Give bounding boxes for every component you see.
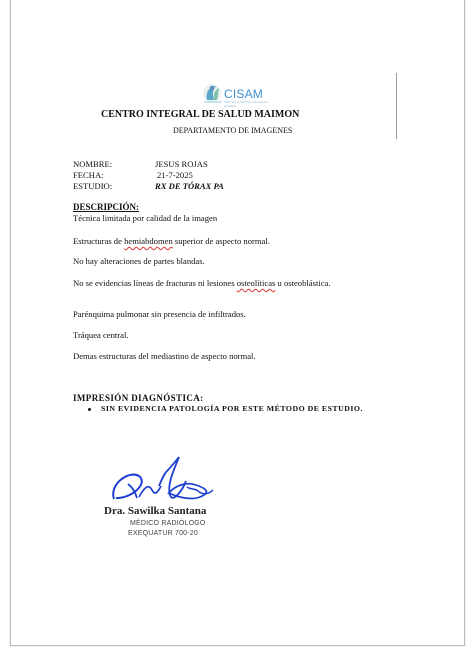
cisam-emblem-icon: [200, 80, 226, 108]
date-value: 21-7-2025: [157, 170, 193, 180]
paragraph-4-text-end: u osteoblástica.: [275, 278, 331, 288]
center-title: CENTRO INTEGRAL DE SALUD MAIMON: [101, 109, 300, 120]
study-value: RX DE TÓRAX PA: [155, 181, 224, 191]
signature-drawing: [104, 454, 224, 510]
name-label: NOMBRE:: [73, 159, 113, 169]
signature-role: MÉDICO RADIÓLOGO: [130, 520, 206, 527]
description-paragraph-1: Técnica limitada por calidad de la imagen: [73, 213, 218, 223]
logo-subtext: CENTRO INTEGRAL DE SALUD MAIMON: [224, 100, 269, 108]
handwritten-signature: [104, 454, 224, 510]
description-title: DESCRIPCIÓN:: [73, 202, 140, 212]
description-paragraph-2: [73, 236, 373, 246]
department-title: DEPARTAMENTO DE IMAGENES: [173, 126, 293, 135]
signature-name: Dra. Sawilka Santana: [104, 505, 207, 517]
paragraph-2-text-end: superior de aspecto normal.: [172, 236, 270, 246]
study-label: ESTUDIO:: [73, 181, 113, 191]
signature-exequatur: EXEQUATUR 700-20: [128, 530, 198, 537]
bullet-icon: [88, 408, 91, 411]
page-margin-line: [396, 73, 397, 139]
description-paragraph-6: Tráquea central.: [73, 330, 129, 340]
impression-title: IMPRESIÓN DIAGNÓSTICA:: [73, 393, 204, 403]
spellcheck-word-osteoliticas: osteolíticas: [236, 278, 276, 288]
paragraph-2-text-start: Estructuras de: [73, 236, 125, 246]
spellcheck-word-hemiabdomen: hemiabdomen: [124, 236, 173, 246]
description-paragraph-3: No hay alteraciones de partes blandas.: [73, 256, 205, 266]
logo-text: CISAM: [224, 87, 264, 101]
impression-item: SIN EVIDENCIA PATOLOGÍA POR ESTE MÉTODO DE ESTUDIO.: [101, 404, 363, 413]
description-paragraph-5: Parénquima pulmonar sin presencia de infiltrados.: [73, 309, 246, 319]
date-label: FECHA:: [73, 170, 104, 180]
paragraph-4-text-start: No se evidencias líneas de fracturas ni lesiones: [73, 278, 237, 288]
cisam-logo: [200, 80, 280, 108]
description-paragraph-4: [73, 278, 373, 288]
description-paragraph-7: Demas estructuras del mediastino de aspecto normal.: [73, 351, 256, 361]
name-value: JESUS ROJAS: [155, 159, 208, 169]
